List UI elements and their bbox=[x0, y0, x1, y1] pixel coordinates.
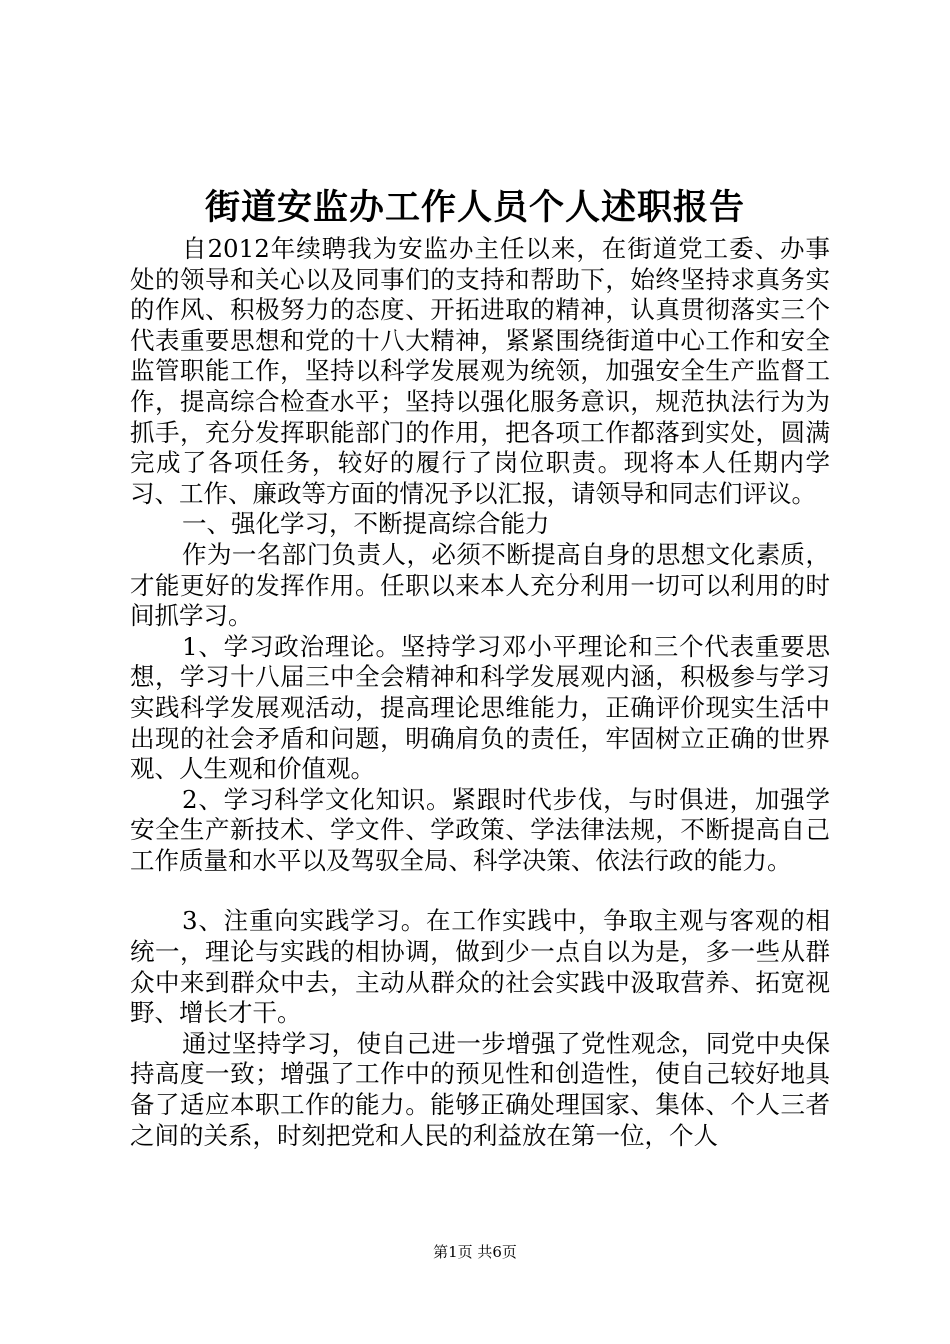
paragraph-item-2: 2、学习科学文化知识。紧跟时代步伐，与时俱进，加强学安全生产新技术、学文件、学政策、学法律法规，不断提高自己工作质量和水平以及驾驭全局、科学决策、依法行政的能力。 bbox=[130, 784, 830, 875]
document-title: 街道安监办工作人员个人述职报告 bbox=[204, 187, 745, 228]
paragraph-summary: 通过坚持学习，使自己进一步增强了党性观念，同党中央保持高度一致；增强了工作中的预见性和创造性，使自己较好地具备了适应本职工作的能力。能够正确处理国家、集体、个人三者之间的关系，时刻把党和人民的利益放在第一位，个人 bbox=[130, 1028, 830, 1150]
paragraph-role: 作为一名部门负责人，必须不断提高自身的思想文化素质，才能更好的发挥作用。任职以来本人充分利用一切可以利用的时间抓学习。 bbox=[130, 539, 830, 631]
page-footer: 第1页 共6页 bbox=[433, 1243, 517, 1261]
paragraph-item-3: 3、注重向实践学习。在工作实践中，争取主观与客观的相统一，理论与实践的相协调，做到少一点自以为是，多一些从群众中来到群众中去，主动从群众的社会实践中汲取营养、拓宽视野、增长才干。 bbox=[130, 906, 830, 1028]
paragraph-item-1: 1、学习政治理论。坚持学习邓小平理论和三个代表重要思想，学习十八届三中全会精神和科学发展观内涵，积极参与学习实践科学发展观活动，提高理论思维能力，正确评价现实生活中出现的社会矛盾和问题，明确肩负的责任，牢固树立正确的世界观、人生观和价值观。 bbox=[130, 631, 830, 784]
document-body bbox=[130, 234, 830, 1151]
section-heading-1: 一、强化学习，不断提高综合能力 bbox=[182, 509, 550, 539]
paragraph-intro: 自2012年续聘我为安监办主任以来，在街道党工委、办事处的领导和关心以及同事们的支持和帮助下，始终坚持求真务实的作风、积极努力的态度、开拓进取的精神，认真贯彻落实三个代表重要思想和党的十八大精神，紧紧围绕街道中心工作和安全监管职能工作，坚持以科学发展观为统领，加强安全生产监督工作，提高综合检查水平；坚持以强化服务意识，规范执法行为为抓手，充分发挥职能部门的作用，把各项工作都落到实处，圆满完成了各项任务，较好的履行了岗位职责。现将本人任期内学习、工作、廉政等方面的情况予以汇报，请领导和同志们评议。 bbox=[130, 234, 830, 508]
